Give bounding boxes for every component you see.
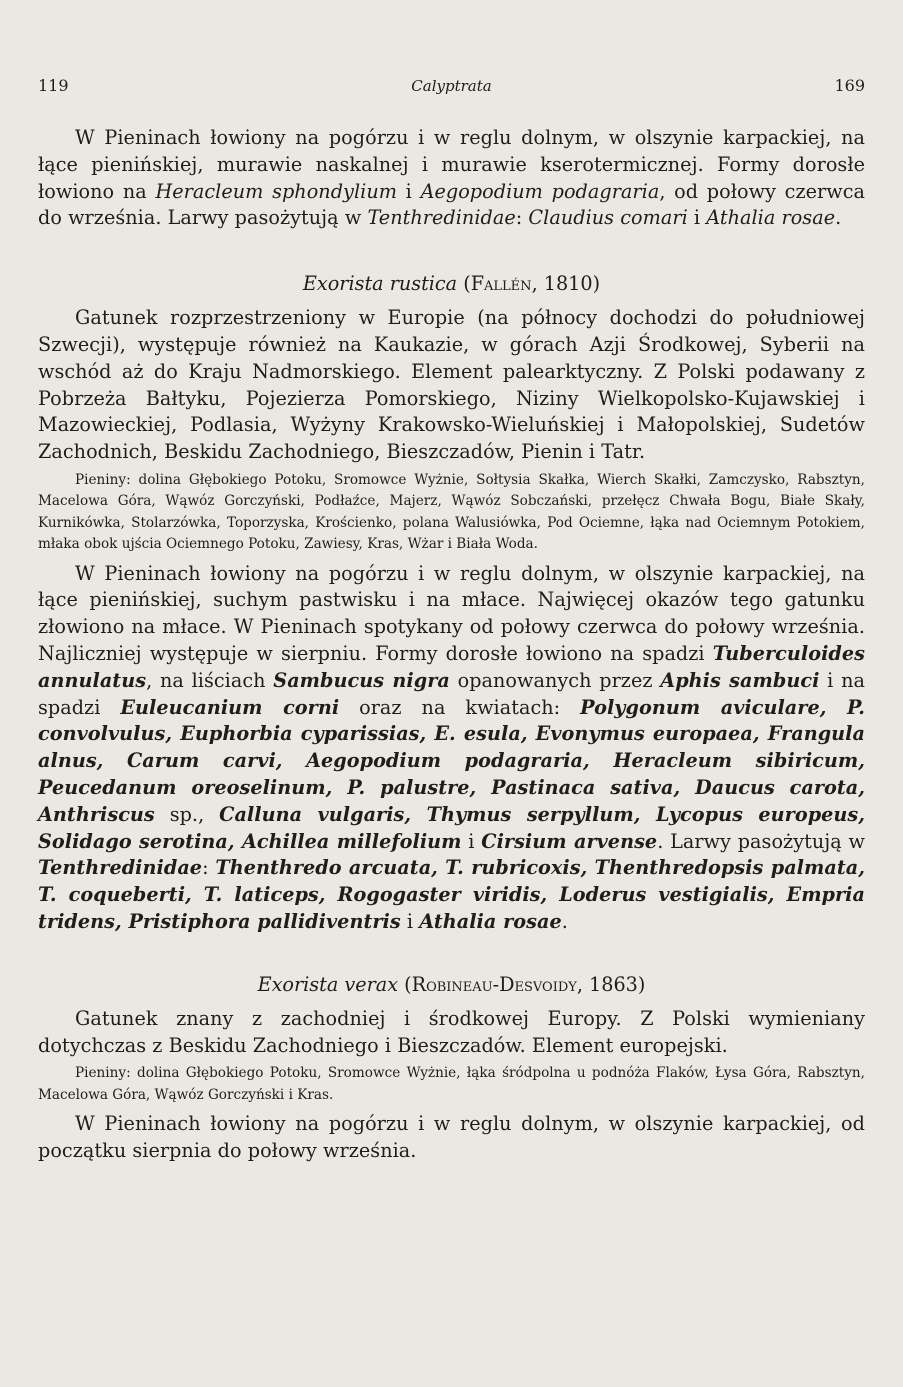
paragraph-range-verax: Gatunek znany z zachodniej i środkowej Europy. Z Polski wymieniany dotychczas z Beskidu Zachodniego i Bieszczadów. Element europejski. <box>38 1006 865 1057</box>
species-heading-exorista-verax <box>38 972 865 998</box>
text-run: i <box>396 179 421 203</box>
taxon-name: Heracleum sphondylium <box>155 179 397 203</box>
taxon-name: Aegopodium podagraria <box>420 179 660 203</box>
paragraph-range: Gatunek rozprzestrzeniony w Europie (na północy dochodzi do południowej Szwecji), występuje również na Kaukazie, w górach Azji Środkowej, Syberii na wschód aż do Kraju Nadmorskiego. Element palearktyczny. Z Polski podawany z Pobrzeża Bałtyku, Pojezierza Pomorskiego, Niziny Wielkopolsko-Kujawskiej i Mazowieckiej, Podlasia, Wyżyny Krakowsko-Wieluńskiej i Małopolskiej, Sudetów Zachodnich, Beskidu Zachodniego, Bieszczadów, Pienin i Tatr. <box>38 306 865 464</box>
running-header <box>38 76 865 95</box>
text-run: . <box>835 206 842 230</box>
taxon-name: Euleucanium corni <box>120 695 340 719</box>
text-run: opanowanych przez <box>449 668 661 692</box>
species-year: , 1810) <box>531 272 601 296</box>
text-run: ( <box>398 972 412 996</box>
text-run: . Larwy pasożytują w <box>657 829 865 853</box>
text-run: sp., <box>154 802 220 826</box>
species-year: , 1863) <box>576 972 646 996</box>
body-text <box>38 125 865 1165</box>
taxon-name: Cirsium arvense <box>481 829 658 853</box>
species-name: Exorista verax <box>257 972 399 996</box>
taxon-name: Athalia rosae <box>706 206 836 230</box>
paragraph-localities: Pieniny: dolina Głębokiego Potoku, Sromowce Wyżnie, Sołtysia Skałka, Wierch Skałki, Zamczysko, Rabsztyn, Macelowa Góra, Wąwóz Gorczyński, Podłaźce, Majerz, Wąwóz Sobczański, przełęcz Chwała Bogu, Białe Skały, Kurnikówka, Stolarzówka, Toporzyska, Krościenko, polana Walusiówka, Pod Ociemne, łąka nad Ociemnym Potokiem, młaka obok ujścia Ociemnego Potoku, Zawiesy, Kras, Wżar i Biała Woda. <box>38 471 865 553</box>
text-run: W Pieninach łowiony na pogórzu i w reglu dolnym, w olszynie karpackiej, na łące pienińskiej, suchym pastwisku i na młace. Najwięcej okazów tego gatunku złowiono na młace. W Pieninach spotykany od połowy czerwca do połowy września. Najliczniej występuje w sierpniu. Formy dorosłe łowiono na spadzi <box>38 561 865 665</box>
species-name: Exorista rustica <box>302 272 458 296</box>
text-run: , od połowy czerwca do września. Larwy pasożytują w <box>38 179 865 230</box>
text-run: . <box>561 909 568 933</box>
text-run: i <box>687 206 707 230</box>
page-number-left: 119 <box>38 76 69 95</box>
text-run: i <box>461 829 482 853</box>
species-heading-exorista-rustica <box>38 271 865 297</box>
text-run: i <box>400 909 420 933</box>
paragraph-distribution-previous-species <box>38 125 865 232</box>
paragraph-ecology-verax: W Pieninach łowiony na pogórzu i w reglu dolnym, w olszynie karpackiej, od początku sierpnia do połowy września. <box>38 1112 865 1162</box>
taxon-name: Tenthredinidae <box>367 206 516 230</box>
running-title: Calyptrata <box>411 77 492 95</box>
taxon-name: Tenthredinidae <box>38 856 203 880</box>
text-run: ( <box>457 272 471 296</box>
taxon-list: Polygonum aviculare, P. convolvulus, Euphorbia cyparissias, E. esula, Evonymus europaea, Frangula alnus, Carum carvi, Aegopodium podagraria, Heracleum sibiricum, Peucedanum oreoselinum, P. palustre, Pastinaca sativa, Daucus carota, Anthriscus <box>38 695 865 826</box>
taxon-list: Thenthredo arcuata, T. rubricoxis, Thenthredopsis palmata, T. coqueberti, T. laticeps, Rogogaster viridis, Loderus vestigialis, Empria tridens, Pristiphora pallidiventris <box>38 856 865 933</box>
taxon-name: Claudius comari <box>528 206 688 230</box>
species-author: Fallén <box>470 272 532 296</box>
species-author: Robineau-Desvoidy <box>411 972 577 996</box>
text-run: : <box>515 206 529 230</box>
text-run: oraz na kwiatach: <box>339 695 581 719</box>
text-run: , na liściach <box>146 668 274 692</box>
taxon-name: Tuberculoides annulatus <box>38 641 865 692</box>
paragraph-ecology <box>38 561 865 936</box>
taxon-name: Athalia rosae <box>419 909 562 933</box>
text-run: W Pieninach łowiony na pogórzu i w reglu dolnym, w olszynie karpackiej, na łące pienińskiej, murawie naskalnej i murawie kserotermicznej. Formy dorosłe łowiono na <box>38 126 865 203</box>
taxon-list: Calluna vulgaris, Thymus serpyllum, Lycopus europeus, Solidago serotina, Achillea millefolium <box>38 802 866 853</box>
text-run: : <box>202 856 216 880</box>
paragraph-localities-verax: Pieniny: dolina Głębokiego Potoku, Sromowce Wyżnie, łąka śródpolna u podnóża Flaków, Łysa Góra, Rabsztyn, Macelowa Góra, Wąwóz Gorczyński i Kras. <box>38 1065 865 1103</box>
taxon-name: Aphis sambuci <box>660 668 820 692</box>
page-number-right: 169 <box>834 76 865 95</box>
taxon-name: Sambucus nigra <box>273 668 450 692</box>
text-run: i na spadzi <box>38 668 865 719</box>
